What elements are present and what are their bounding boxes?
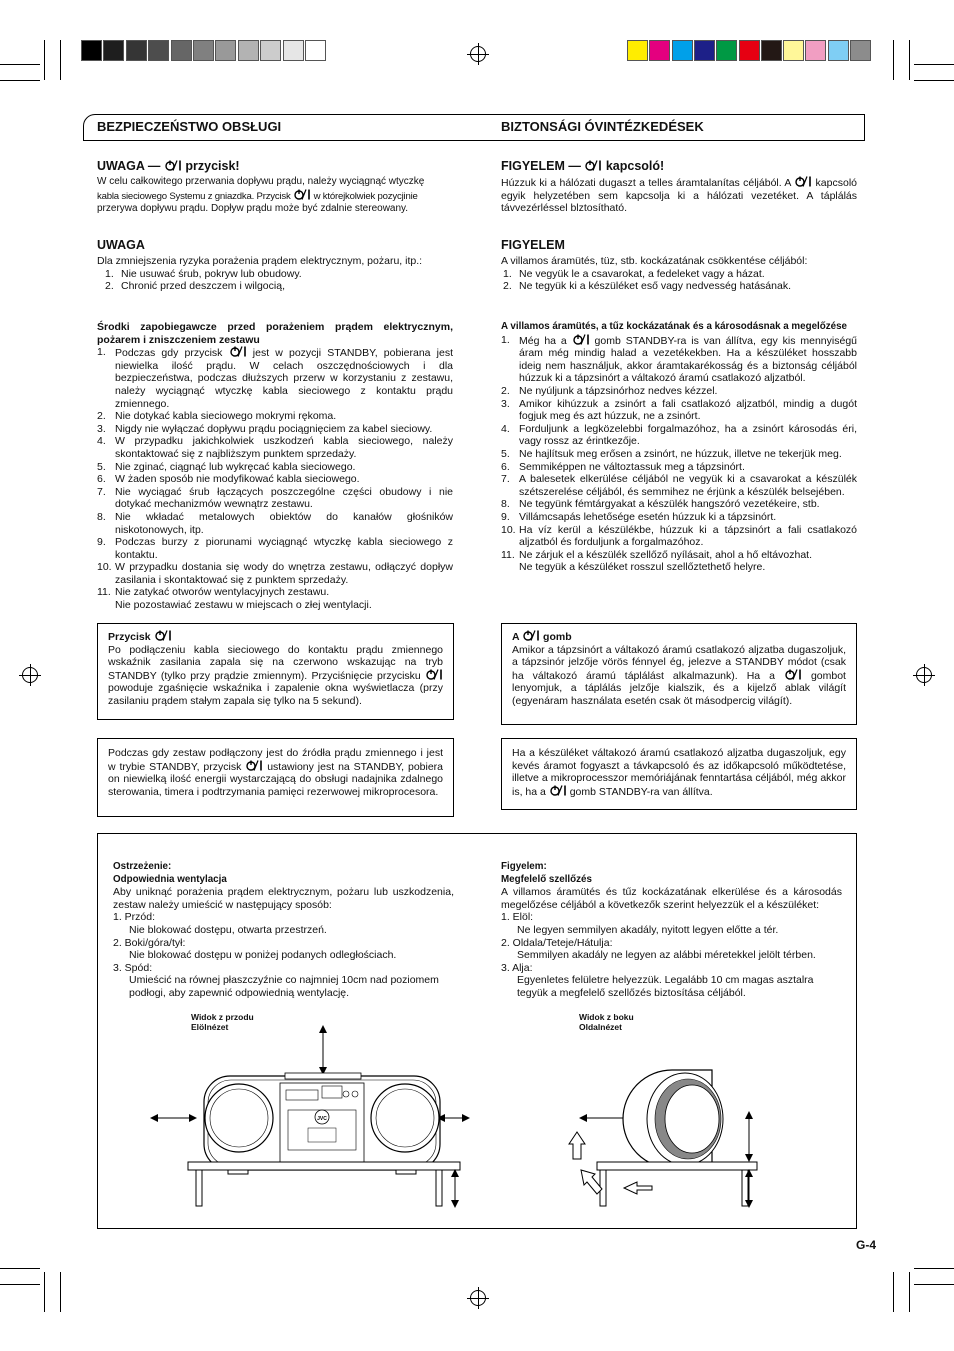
ventilation-title: Ostrzeżenie: xyxy=(113,861,172,872)
list-item-number: 7. xyxy=(97,485,106,498)
list-item-text: Ne hajlítsuk meg erősen a zsinórt, ne húzzuk, illetve ne tekerjük meg. xyxy=(519,447,842,460)
list-item-number: 9. xyxy=(501,510,510,523)
standby-on-icon xyxy=(229,346,247,357)
boombox-side-icon xyxy=(623,1070,723,1168)
color-swatch xyxy=(305,40,326,61)
list-item xyxy=(97,536,453,561)
standby-on-icon xyxy=(245,760,263,771)
list-item xyxy=(501,524,857,549)
front-view-diagram xyxy=(150,1022,470,1212)
list-item-number: 5. xyxy=(97,460,106,473)
list-item xyxy=(97,410,453,423)
crop-mark xyxy=(0,80,40,81)
standby-on-icon xyxy=(549,785,567,796)
color-swatch xyxy=(649,40,670,61)
color-swatch xyxy=(716,40,737,61)
list-item-number: 6. xyxy=(501,460,510,473)
standby-on-icon xyxy=(522,630,540,641)
color-swatch xyxy=(761,40,782,61)
list-item xyxy=(97,423,453,436)
list-item-text: Podczas burzy z piorunami wyciągnąć wtyczkę kabla sieciowego z kontaktu. xyxy=(115,536,453,561)
warning-title-text: przycisk! xyxy=(185,159,240,173)
color-swatch xyxy=(215,40,236,61)
list-item xyxy=(97,486,453,511)
ventilation-item-text: Nie blokować dostępu w poniżej podanych odległościach. xyxy=(129,949,397,962)
hungarian-warning-1 xyxy=(501,159,857,215)
standby-on-icon xyxy=(784,669,802,680)
ventilation-intro: Aby uniknąć porażenia prądem elektrycznym, pożaru lub uszkodzenia, zestaw należy umieścić w następujący sposób: xyxy=(113,886,454,911)
crop-mark xyxy=(44,40,45,80)
ventilation-item-text: Nie blokować dostępu, otwarta przestrzeń. xyxy=(129,923,327,936)
list-item-text: Nie usuwać śrub, pokryw lub obudowy. xyxy=(121,267,302,280)
list-item-number: 8. xyxy=(501,498,510,511)
list-item xyxy=(501,461,857,474)
page-number: G-4 xyxy=(856,1238,877,1252)
color-swatch xyxy=(283,40,304,61)
list-item xyxy=(501,334,857,385)
crop-mark xyxy=(0,64,40,65)
warning-intro: Dla zmniejszenia ryzyka porażenia prądem elektrycznym, pożaru, itp.: xyxy=(97,255,423,267)
list-item xyxy=(97,435,453,460)
list-item-number: 3. xyxy=(501,397,510,410)
warning-intro: A villamos áramütés, tüz, stb. kockázatának csökkentése céljából: xyxy=(501,255,808,267)
list-item-number: 3. xyxy=(97,422,106,435)
crop-mark xyxy=(44,1272,45,1312)
list-item-number: 8. xyxy=(97,510,106,523)
list-item-number: 7. xyxy=(501,473,510,486)
standby-on-icon xyxy=(425,669,443,680)
list-item-number: 5. xyxy=(501,447,510,460)
list-item-text: Amikor kihúzzuk a zsinórt a fali csatlakozó aljzatból, mindig a dugót fogjuk meg és azt húzzuk, ne a zsinórt. xyxy=(519,397,857,423)
warning-title-text: kapcsoló! xyxy=(605,159,665,173)
crop-mark xyxy=(893,40,894,80)
ventilation-item-text: Semmilyen akadály ne legyen az alábbi méretekkel jelölt térben. xyxy=(517,949,816,962)
crop-mark xyxy=(914,64,954,65)
polish-warning-2 xyxy=(97,238,453,293)
list-item-text: Forduljunk a legközelebbi forgalmazóhoz, ha a zsinórt károsodás éri, vagy rossz az érintkezője. xyxy=(519,422,857,448)
list-item-text: Még ha a gomb STANDBY-ra is van állítva, egy kis mennyiségű áram még mindig halad a vezetékekben. Ha a készüléket hosszabb ideig nem használjuk, akkor áramtakarékosság és a biztonság céljából húzzuk ki a tápzsinórt a váltakozó áramú csatlakozó aljzatból. xyxy=(519,334,857,385)
list-item-number: 10. xyxy=(97,561,112,574)
measures-title: A villamos áramütés, a tűz kockázatának és a károsodásnak a megelőzése xyxy=(501,321,847,332)
header-title-polish: BEZPIECZEŃSTWO OBSŁUGI xyxy=(97,119,282,134)
ventilation-item-label: 3. Alja: xyxy=(501,961,533,974)
color-swatch xyxy=(805,40,826,61)
ventilation-intro: A villamos áramütés és tűz kockázatának elkerülése és a károsodás megelőzése céljából a következők szerint helyezzük el a készüléket: xyxy=(501,886,842,911)
hungarian-measures xyxy=(501,321,857,574)
warning-text: w którejkolwiek pozycjinie xyxy=(313,190,418,202)
crop-mark xyxy=(909,40,910,80)
list-item-number: 2. xyxy=(105,280,114,293)
color-swatch xyxy=(193,40,214,61)
standby-on-icon xyxy=(164,160,182,171)
list-item-number: 1. xyxy=(501,333,510,346)
bottom-clearance-arrow-icon xyxy=(451,1169,459,1208)
list-item xyxy=(501,448,857,461)
vent-airflow-up-arrow-icon xyxy=(569,1132,585,1159)
right-clearance-arrow-icon xyxy=(437,1114,470,1122)
color-swatch xyxy=(783,40,804,61)
color-swatch xyxy=(238,40,259,61)
standby-on-icon xyxy=(584,160,602,171)
side-view-label-hu: Oldalnézet xyxy=(579,1022,622,1032)
left-clearance-arrow-icon xyxy=(150,1114,197,1122)
list-item-text: W przypadku dostania się wody do wnętrza zestawu, odłączyć dopływ zasilania i skontaktować się z punktem sprzedaży. xyxy=(115,561,453,586)
hungarian-standby-power-box xyxy=(501,738,857,810)
list-item-number: 1. xyxy=(97,346,106,359)
list-item-number: 2. xyxy=(501,384,510,397)
list-item xyxy=(97,511,453,536)
hungarian-warning-2 xyxy=(501,238,857,293)
device-logo-icon: JVC xyxy=(317,1116,327,1122)
registration-mark-icon xyxy=(470,46,486,62)
hungarian-standby-button-box xyxy=(501,623,857,725)
ventilation-item-label: 1. Elöl: xyxy=(501,911,534,924)
list-item xyxy=(495,268,857,281)
top-clearance-arrow-icon xyxy=(319,1025,327,1075)
crop-mark xyxy=(893,1272,894,1312)
box-title-text: Przycisk xyxy=(108,631,151,643)
list-item-text: Chronić przed deszczem i wilgocią, xyxy=(121,280,285,293)
list-item-number: 10. xyxy=(501,523,516,536)
ventilation-item-text: Ne legyen semmilyen akadály, nyitott legyen előtte a tér. xyxy=(517,923,779,936)
list-item-text: W przypadku jakichkolwiek uszkodzeń kabla sieciowego, należy skontaktować się z najbliższym punktem sprzedaży. xyxy=(115,435,453,460)
front-view-label-hu: Elölnézet xyxy=(191,1022,229,1032)
color-swatch xyxy=(627,40,648,61)
list-item-text: Ne tegyünk fémtárgyakat a készülék hangszóró vezetékeire, stb. xyxy=(519,498,820,511)
color-swatch xyxy=(672,40,693,61)
polish-ventilation xyxy=(113,861,454,1000)
list-item-number: 2. xyxy=(503,280,512,293)
box-title xyxy=(512,630,846,644)
list-item-number: 11. xyxy=(501,548,515,561)
table-icon xyxy=(597,1162,757,1206)
list-item-number: 4. xyxy=(97,435,106,448)
warning-text: kabla sieciowego Systemu z gniazdka. Przycisk xyxy=(97,190,291,202)
color-swatch xyxy=(739,40,760,61)
list-item xyxy=(501,473,857,498)
warning-title: FIGYELEM xyxy=(501,238,565,252)
color-swatch xyxy=(171,40,192,61)
warning-title xyxy=(97,159,453,173)
warning-title: UWAGA xyxy=(97,238,145,252)
list-item xyxy=(501,549,857,574)
list-item-number: 1. xyxy=(105,267,114,280)
ventilation-item-label: 1. Przód: xyxy=(113,911,156,924)
box-title xyxy=(108,630,443,644)
list-item-text: Semmiképpen ne változtassuk meg a tápzsinórt. xyxy=(519,460,745,473)
list-item-text: W żaden sposób nie modyfikować kabla sieciowego. xyxy=(115,473,360,486)
ventilation-item-text: Egyenletes felületre helyezzük. Legalább 10 cm magas asztalra tegyük a megfelelő szellőzés biztosítása céljából. xyxy=(517,974,814,999)
list-item xyxy=(97,586,453,611)
list-item-number: 9. xyxy=(97,536,106,549)
registration-mark-icon xyxy=(916,667,932,683)
list-item xyxy=(97,346,453,410)
list-item-text: Ne vegyük le a csavarokat, a fedeleket vagy a házat. xyxy=(519,267,765,280)
list-item-text: Villámcsapás lehetősége esetén húzzuk ki a tápzsinórt. xyxy=(519,510,777,523)
color-swatch xyxy=(850,40,871,61)
polish-warning-1 xyxy=(97,159,453,216)
standby-on-icon xyxy=(572,334,590,345)
list-item-text: Nie dotykać kabla sieciowego mokrymi rękoma. xyxy=(115,410,337,423)
header-title-hungarian: BIZTONSÁGI ÓVINTÉZKEDÉSEK xyxy=(501,119,704,134)
list-item xyxy=(97,268,453,281)
crop-mark xyxy=(914,1268,954,1269)
list-item xyxy=(97,461,453,474)
color-swatch xyxy=(81,40,102,61)
table-icon xyxy=(188,1162,460,1206)
top-clearance-arrow-icon xyxy=(745,1111,753,1162)
box-text: Po podłączeniu kabla sieciowego do kontaktu prądu zmiennego wskaźnik zasilania zapala się na czerwono wskazując na tryb STANDBY (tylko przy prądzie zmiennym). Przyciśnięcie przycisku powoduje zgaśnięcie wskaźnika i zapalenie okna wyświetlacza (przy zasilaniu prądem stałym zapala się tylko na 5 sekund). xyxy=(108,643,443,707)
box-title-text: A xyxy=(512,631,520,643)
crop-mark xyxy=(914,80,954,81)
standby-on-icon xyxy=(154,630,172,641)
box-text: Amikor a tápzsinórt a váltakozó áramú csatlakozó aljzatba dugaszoljuk, a tápzsinór jelzője vörös fénnyel ég, jelezve a STANDBY módot (csak ha váltakozó áramú táplálást alkalmazunk). Ha a gombot lenyomjuk, a táplálás jelzője kialszik, és a kijelző ablak világít (egyenáram használata esetén csak öt másodpercig világít). xyxy=(512,643,846,707)
warning-list xyxy=(495,268,857,293)
warning-text: W celu całkowitego przerwania dopływu prądu, należy wyciągnąć wtyczkę xyxy=(97,176,425,187)
list-item-text: Ne tegyük ki a készüléket eső vagy nedvesség hatásának. xyxy=(519,280,791,293)
warning-title-text: UWAGA — xyxy=(97,159,161,173)
box-text: Podczas gdy zestaw podłączony jest do źródła prądu zmiennego i jest w trybie STANDBY, przycisk ustawiony jest na STANDBY, pobiera on niewielką ilość energii wystarczającą do obsługi nadajnika zdalnego sterowania, timera i podtrzymania pamięci rezerwowej mikroprocesora. xyxy=(108,747,444,798)
ventilation-subtitle: Megfelelő szellőzés xyxy=(501,873,592,885)
warning-title-text: FIGYELEM — xyxy=(501,159,581,173)
crop-mark xyxy=(914,1284,954,1285)
polish-measures xyxy=(97,321,453,612)
boombox-icon xyxy=(204,1073,440,1174)
list-item xyxy=(495,280,857,293)
polish-standby-power-box xyxy=(97,738,454,817)
list-item-text: Ne nyúljunk a tápzsinórhoz nedves kézzel. xyxy=(519,384,718,397)
list-item-text: Nigdy nie wyłączać dopływu prądu pociągnięciem za kabel sieciowy. xyxy=(115,422,433,435)
ventilation-item-label: 2. Boki/góra/tył: xyxy=(113,936,186,949)
list-item-number: 2. xyxy=(97,410,106,423)
color-swatch xyxy=(260,40,281,61)
list-item xyxy=(501,511,857,524)
ventilation-title: Figyelem: xyxy=(501,861,547,872)
hungarian-ventilation xyxy=(501,861,842,1000)
list-item-number: 6. xyxy=(97,473,106,486)
crop-mark xyxy=(0,1268,40,1269)
crop-mark xyxy=(60,40,61,80)
measures-title: Środki zapobiegawcze przed porażeniem prądem elektrycznym, pożarem i zniszczeniem zestawu xyxy=(97,321,453,346)
side-view-label-pl: Widok z boku xyxy=(579,1012,634,1022)
list-item xyxy=(501,385,857,398)
warning-text: przerywa dopływu prądu. Dopływ prądu może być zdalnie stereowany. xyxy=(97,203,409,215)
color-swatch xyxy=(694,40,715,61)
list-item xyxy=(97,561,453,586)
color-swatch xyxy=(126,40,147,61)
crop-mark xyxy=(0,1284,40,1285)
list-item-text: Nie wkładać metalowych obiektów do kanałów głośników niskotonowych, itp. xyxy=(115,510,453,536)
list-item-text: Ne zárjuk el a készülék szellőző nyílásait, ahol a hő eltávozhat. Ne tegyük a készüléket rosszul szellőztethető helyre. xyxy=(519,548,812,574)
side-view-diagram xyxy=(562,1022,762,1212)
warning-text: Húzzuk ki a hálózati dugaszt a telles áramtalanítas céljából. A kapcsoló egyik helyzetében sem kapcsolja ki a hálózati vezetéket. A táplálás távvezérléssel blztosítható. xyxy=(501,177,857,215)
list-item-text: Nie zatykać otworów wentylacyjnych zestawu. Nie pozostawiać zestawu w miejscach o złej wentylacji. xyxy=(115,586,372,612)
ventilation-item-text: Umieścić na równej płaszczyźnie co najmniej 10cm nad poziomem podłogi, aby zapewnić odpowiednią wentylację. xyxy=(129,974,439,999)
warning-list xyxy=(97,268,453,293)
warning-title xyxy=(501,159,857,173)
list-item-number: 11. xyxy=(97,586,111,599)
measures-list xyxy=(97,346,453,611)
list-item-text: A balesetek elkerülése céljából ne vegyük ki a csavarokat a készülék szétszerelése céljából, és semmihez ne érjünk a készülék belsejében. xyxy=(519,473,857,498)
box-text: Ha a készüléket váltakozó áramú csatlakozó aljzatba dugaszoljuk, egy kevés áramot fogyaszt a távkapcsoló és az időkapcsoló működtetése, illetve a mikroprocesszor memóriájának fenntartása céljából, még akkor is, ha a gomb STANDBY-ra van állítva. xyxy=(512,747,846,798)
list-item xyxy=(501,398,857,423)
crop-mark xyxy=(60,1272,61,1312)
ventilation-list xyxy=(113,911,454,999)
ventilation-list xyxy=(501,911,842,999)
polish-standby-button-box xyxy=(97,623,454,720)
list-item-text: Nie wyciągać śrub łączących poszczególne części obudowy i nie dotykać mechanizmów wewnątrz zestawu. xyxy=(115,485,453,511)
list-item-text: Ha víz kerül a készülékbe, húzzuk ki a tápzsinórt a fali csatlakozó aljzatból és forduljunk a forgalmazóhoz. xyxy=(519,523,857,549)
list-item xyxy=(501,423,857,448)
ventilation-subtitle: Odpowiednia wentylacja xyxy=(113,873,227,885)
box-title-text: gomb xyxy=(543,631,572,643)
list-item-text: Podczas gdy przycisk jest w pozycji STANDBY, pobierana jest niewielka ilość prądu. W celach oszczędnościowych i dla bezpieczeństwa, podczas dłuższych przerw w korzystaniu z zestawu, należy wyciągnąć wtyczkę kabla sieciowego z kontaktu prądu zmiennego. xyxy=(115,347,454,410)
list-item xyxy=(97,280,453,293)
standby-on-icon xyxy=(794,176,812,187)
crop-mark xyxy=(909,1272,910,1312)
front-view-label-pl: Widok z przodu xyxy=(191,1012,254,1022)
list-item-number: 1. xyxy=(503,267,512,280)
ventilation-item-label: 3. Spód: xyxy=(113,961,153,974)
standby-on-icon xyxy=(293,189,311,200)
color-swatch xyxy=(828,40,849,61)
color-swatch xyxy=(148,40,169,61)
color-swatch xyxy=(103,40,124,61)
vent-airflow-curved-arrow-icon xyxy=(581,1170,602,1194)
list-item-text: Nie zginać, ciągnąć lub wykręcać kabla sieciowego. xyxy=(115,460,356,473)
registration-mark-icon xyxy=(22,667,38,683)
list-item xyxy=(97,473,453,486)
list-item xyxy=(501,498,857,511)
registration-mark-icon xyxy=(470,1290,486,1306)
ventilation-item-label: 2. Oldala/Teteje/Hátulja: xyxy=(501,936,613,949)
measures-list xyxy=(501,334,857,574)
vent-airflow-left-arrow-icon xyxy=(624,1182,652,1194)
list-item-number: 4. xyxy=(501,422,510,435)
